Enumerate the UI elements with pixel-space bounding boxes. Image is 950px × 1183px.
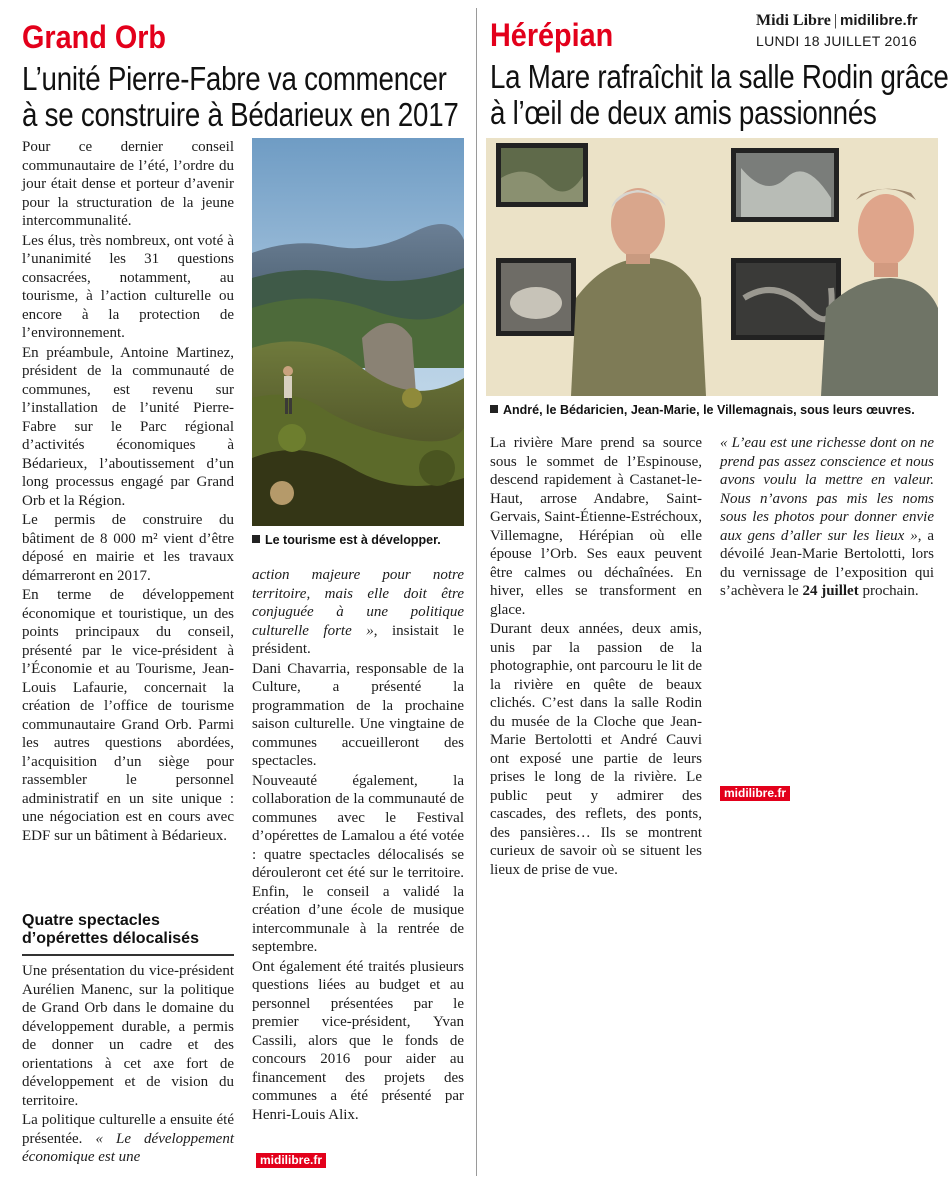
subheading xyxy=(22,912,234,948)
paragraph: Ont également été traités plusieurs questions liées au budget et au personnel présentées par le premier vice-président, Yvan Cassili, alors que le fonds de concours 2016 pour aider au financement des projets des communes a été présenté par Henri-Louis Alix. xyxy=(252,958,464,1123)
landscape-photo-caption xyxy=(252,533,441,548)
paragraph: Les élus, très nombreux, ont voté à l’unanimité les 31 questions consacrées, notamment, au tourisme, à l’action culturelle ou encore à la protection de l’environnement. xyxy=(22,232,234,341)
paragraph: Une présentation du vice-président Aurélien Manenc, sur la politique de Grand Orb dans le domaine du développement durable, a permis de donner un cadre et des orientations à cet axe fort de développement et de vision du territoire. xyxy=(22,963,234,1109)
masthead-name: Midi Libre xyxy=(756,12,831,29)
left-headline-line-2: à se construire à Bédarieux en 2017 xyxy=(22,96,459,133)
left-article-column-2 xyxy=(252,566,464,1151)
paragraph-text: , a dévoilé Jean-Marie Bertolotti, lors du vernissage de l’exposition qui s’achèvera le xyxy=(720,527,934,599)
section-title-herepian: Hérépian xyxy=(490,17,614,53)
subheading-line-1: Quatre spectacles xyxy=(22,912,160,929)
paragraph-text: , insistait le président. xyxy=(252,622,464,657)
masthead-separator: | xyxy=(833,12,838,29)
exhibition-photo xyxy=(486,138,938,396)
paragraph: Le permis de construire du bâtiment de 8 000 m² vient d’être déposé en mairie et les travaux démarreront en 2017. xyxy=(22,512,234,584)
paragraph xyxy=(720,434,934,601)
caption-text: Le tourisme est à développer. xyxy=(265,533,441,547)
section-title-grand-orb: Grand Orb xyxy=(22,19,167,55)
dateline: LUNDI 18 JUILLET 2016 xyxy=(756,33,917,49)
right-article-column-2 xyxy=(720,434,934,786)
paragraph xyxy=(22,1111,234,1167)
paragraph xyxy=(252,566,464,659)
subheading-line-2: d’opérettes délocalisés xyxy=(22,930,199,947)
paragraph: En terme de développement économique et touristique, un des points principaux du conseil, présenté par le vice-président à l’Économie et au Tourisme, Jean-Louis Lafaurie, concernait la création de l’office de tourisme communautaire Grand Orb. Parmi les autres questions abordées, l’acquisition d’un siège pour rassembler le personnel administratif en un site unique : une négociation est en cours avec EDF sur un bâtiment à Bédarieux. xyxy=(22,587,234,844)
paragraph-text: prochain. xyxy=(858,583,919,599)
caption-text: André, le Bédaricien, Jean-Marie, le Villemagnais, sous leurs œuvres. xyxy=(503,403,915,417)
left-article-column-1-continued xyxy=(22,962,234,1172)
paragraph-text: La politique culturelle a ensuite été présentée. xyxy=(22,1112,234,1147)
midilibre-badge-left[interactable]: midilibre.fr xyxy=(256,1153,326,1168)
midilibre-badge-right[interactable]: midilibre.fr xyxy=(720,786,790,801)
masthead xyxy=(756,12,918,30)
right-headline-line-1: La Mare rafraîchit la salle Rodin grâce xyxy=(490,58,949,95)
caption-square-icon xyxy=(490,405,498,413)
left-article-column-1 xyxy=(22,138,234,903)
masthead-url: midilibre.fr xyxy=(840,12,918,29)
left-headline-line-1: L’unité Pierre-Fabre va commencer xyxy=(22,60,447,97)
subheading-rule xyxy=(22,954,234,956)
right-headline-line-2: à l’œil de deux amis passionnés xyxy=(490,94,877,131)
caption-square-icon xyxy=(252,535,260,543)
paragraph: Durant deux années, deux amis, unis par la passion de la photographie, ont parcouru le lit de la rivière en quête de beaux clichés. C’est dans la salle Rodin du musée de la Cloche que Jean-Marie Bertolotti et André Cauvi ont exposé une partie de leurs prises le long de la rivière. Le public peut y admirer des cascades, des reflets, des ponts, des pansières… Ils se montrent curieux de savoir où se situent les lieux de prise de vue. xyxy=(490,621,702,878)
paragraph: Nouveauté également, la collaboration de la communauté de communes avec le Festival d’opérettes de Lamalou a été votée : quatre spectacles délocalisés se dérouleront cet été sur le territoire. Enfin, le conseil a validé la création d’une école de musique intercommunale à la rentrée de septembre. xyxy=(252,772,464,955)
date-emphasis: 24 juillet xyxy=(802,583,859,599)
landscape-photo xyxy=(252,138,464,526)
quote-text: action majeure pour notre territoire, mais elle doit être conjuguée à une politique culturelle forte » xyxy=(252,567,464,639)
paragraph: Pour ce dernier conseil communautaire de l’été, l’ordre du jour était dense et porteur d’avenir pour la structuration de la jeune intercommunalité. xyxy=(22,139,234,229)
quote-text: « Le développement économique est une xyxy=(22,1130,234,1165)
paragraph: Dani Chavarria, responsable de la Culture, a présenté la programmation de la prochaine saison culturelle. Une vingtaine de communes accueilleront des spectacles. xyxy=(252,660,464,769)
paragraph: En préambule, Antoine Martinez, président de la communauté de communes, est revenu sur l’installation de l’unité Pierre-Fabre sur le Parc régional d’activités économiques à Bédarieux, l’aboutissement d’un long processus engagé par Grand Orb et la Région. xyxy=(22,344,234,509)
exhibition-photo-caption xyxy=(490,403,915,418)
column-divider xyxy=(476,8,477,1176)
quote-text: « L’eau est une richesse dont on ne prend pas assez conscience et nous avons voulu la mettre en valeur. Nous n’avons pas mis les noms sous les photos pour donner envie aux gens d’aller sur les lieux » xyxy=(720,435,934,544)
paragraph: La rivière Mare prend sa source sous le sommet de l’Espinouse, descend rapidement à Castanet-le-Haut, arrose Andabre, Saint-Gervais, Saint-Étienne-Estréchoux, Villemagne, Hérépian où elle épouse l’Orb. Ses eaux peuvent être calmes ou déchaînées. En hiver, elles se transforment en glace. xyxy=(490,435,703,618)
right-article-column-1 xyxy=(490,434,703,878)
